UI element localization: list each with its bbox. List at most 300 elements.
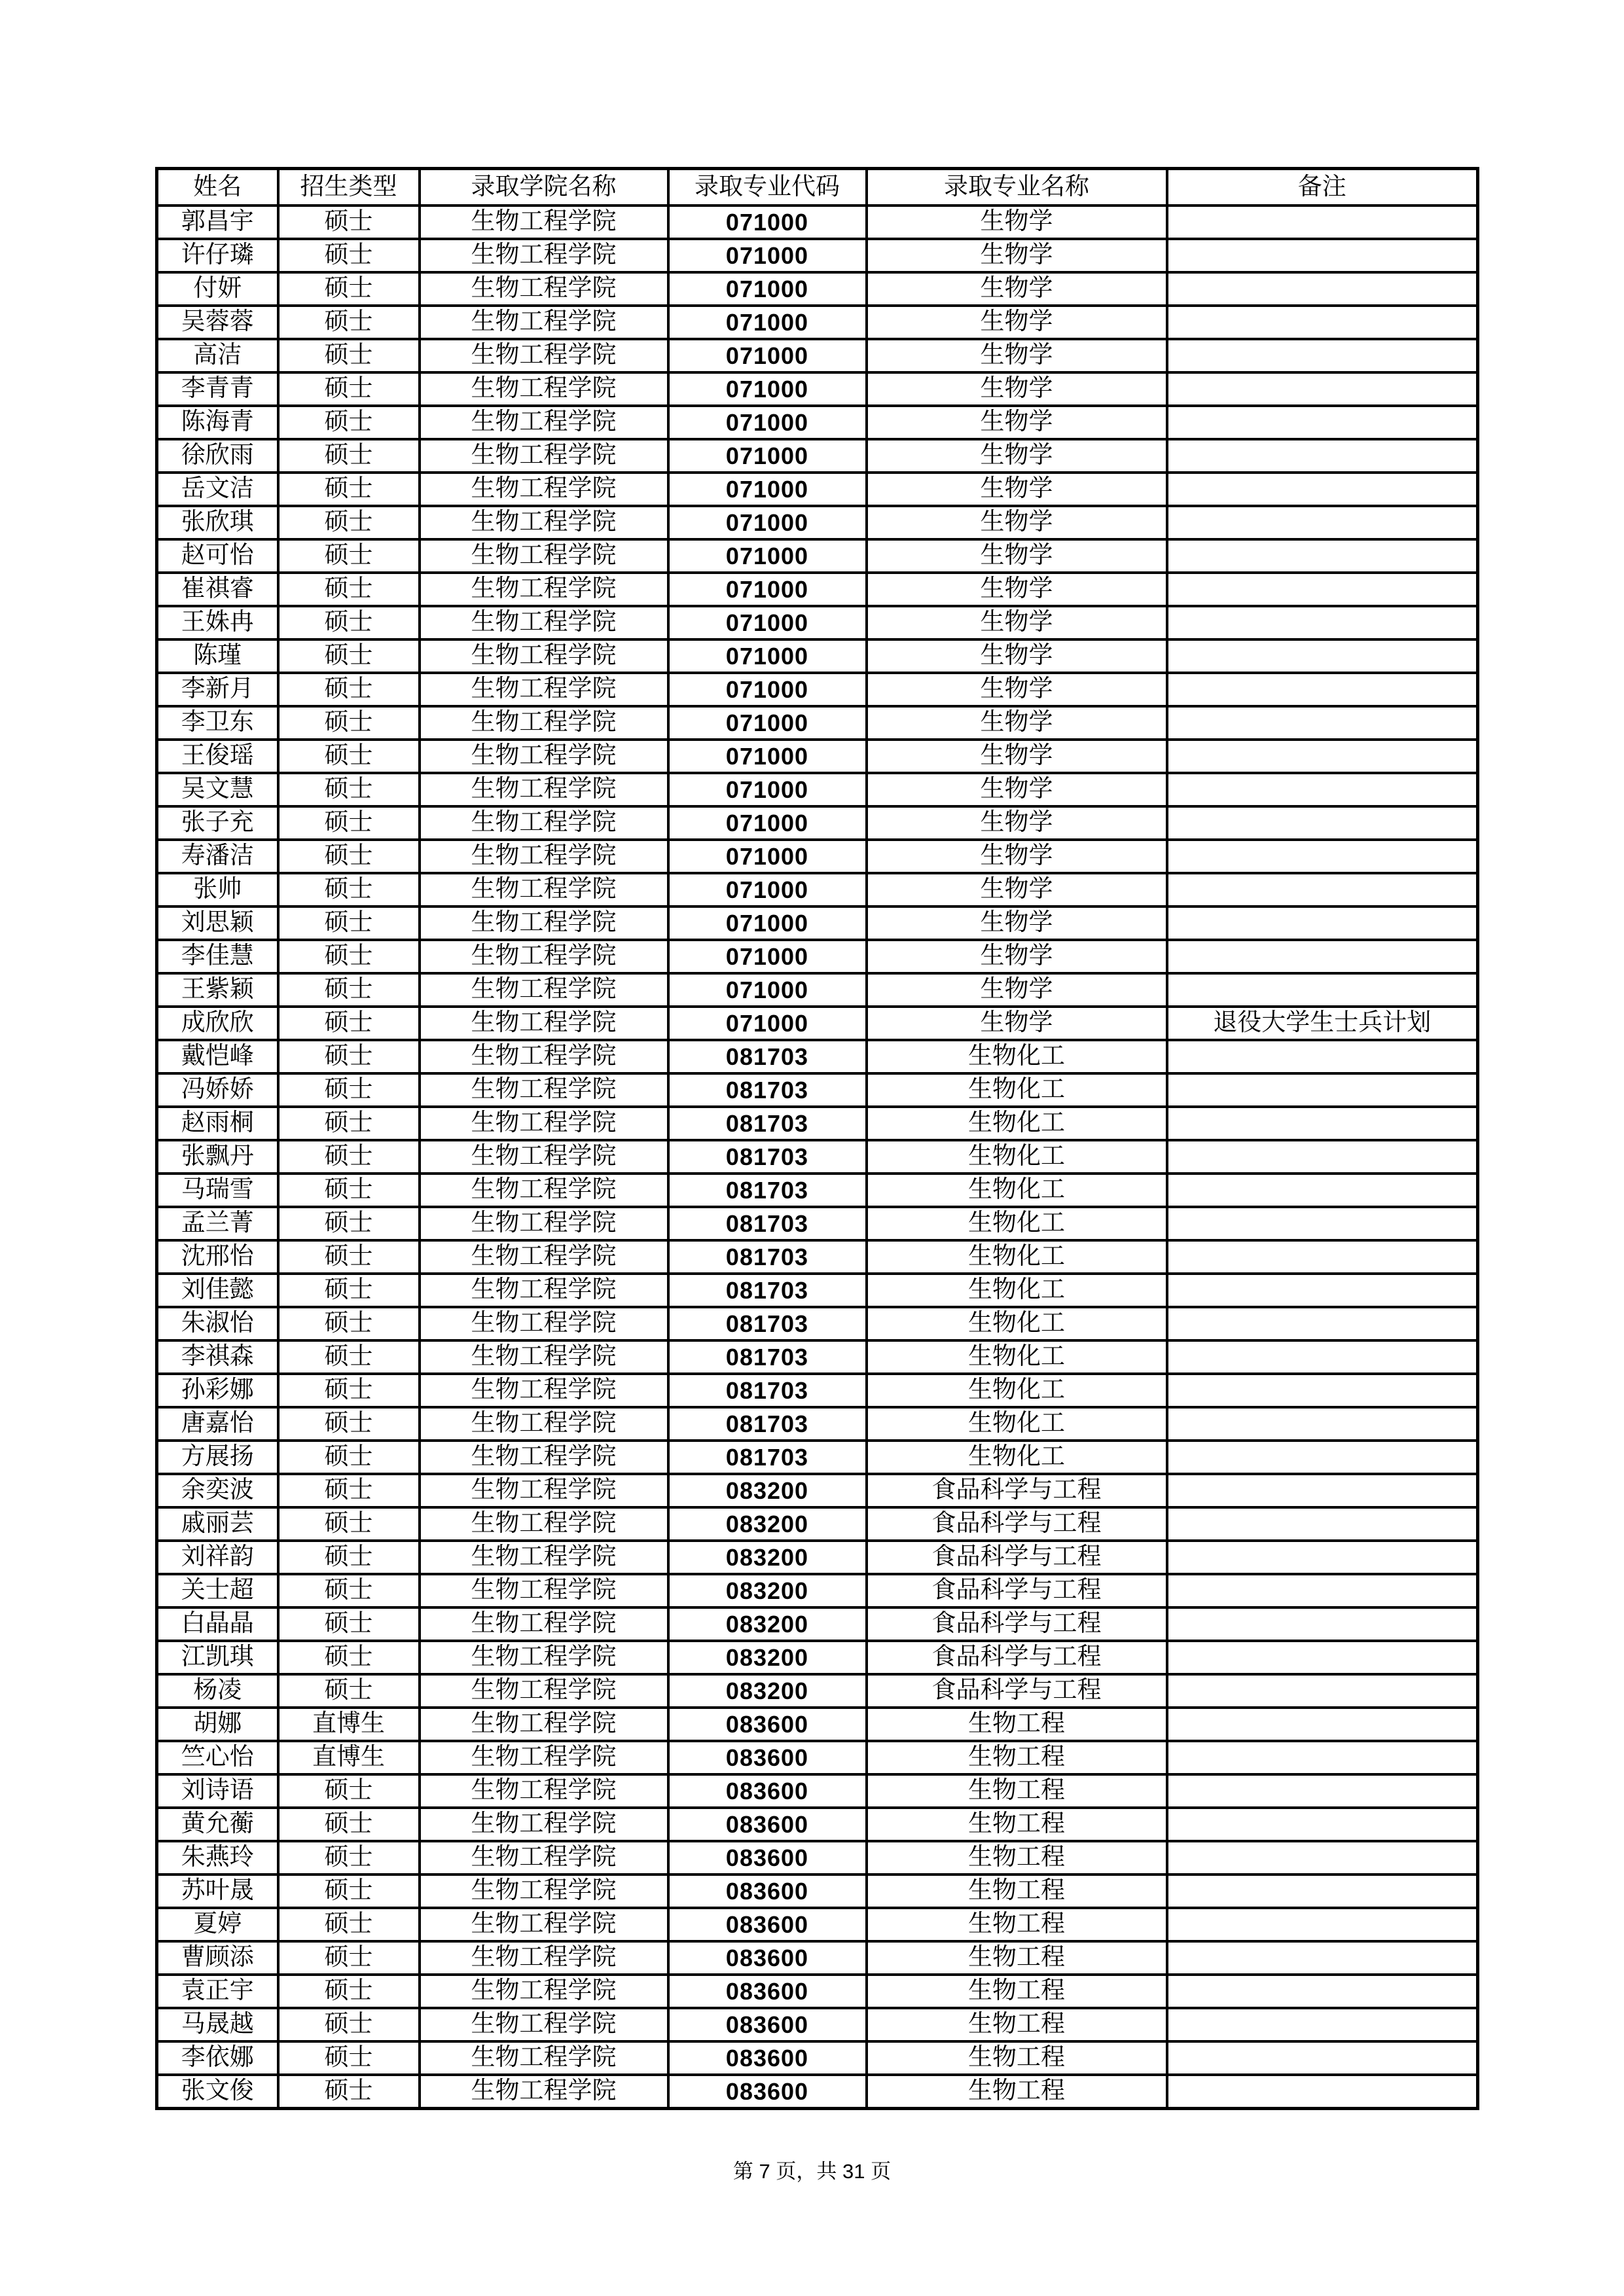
cell-major: 生物工程 [867,1941,1167,1975]
cell-remark [1167,1641,1478,1674]
cell-college: 生物工程学院 [420,439,668,473]
cell-major: 生物学 [867,306,1167,339]
cell-name: 黄允蘅 [157,1808,278,1841]
cell-major: 生物化工 [867,1174,1167,1207]
cell-code: 081703 [668,1240,867,1274]
cell-remark [1167,206,1478,239]
cell-remark [1167,1774,1478,1808]
table-row [157,1975,1478,2008]
cell-major: 食品科学与工程 [867,1641,1167,1674]
cell-type: 硕士 [278,1340,420,1374]
cell-name: 许仔璘 [157,239,278,272]
cell-code: 071000 [668,306,867,339]
cell-code: 081703 [668,1441,867,1474]
table-row [157,506,1478,539]
cell-type: 硕士 [278,1274,420,1307]
table-row [157,2075,1478,2109]
cell-major: 生物化工 [867,1274,1167,1307]
cell-code: 083200 [668,1574,867,1607]
cell-college: 生物工程学院 [420,2075,668,2109]
cell-name: 王俊瑶 [157,740,278,773]
cell-remark [1167,906,1478,940]
cell-code: 081703 [668,1207,867,1240]
cell-code: 081703 [668,1307,867,1340]
cell-remark [1167,1541,1478,1574]
cell-major: 生物学 [867,806,1167,840]
cell-code: 081703 [668,1174,867,1207]
cell-name: 孙彩娜 [157,1374,278,1407]
cell-major: 食品科学与工程 [867,1474,1167,1507]
cell-college: 生物工程学院 [420,740,668,773]
cell-type: 硕士 [278,773,420,806]
cell-remark [1167,1340,1478,1374]
cell-major: 生物学 [867,406,1167,439]
cell-type: 硕士 [278,1941,420,1975]
cell-college: 生物工程学院 [420,1841,668,1874]
cell-remark [1167,1975,1478,2008]
cell-remark [1167,1107,1478,1140]
cell-remark [1167,2008,1478,2041]
cell-remark [1167,1941,1478,1975]
table-row [157,1774,1478,1808]
cell-type: 硕士 [278,1374,420,1407]
cell-major: 生物化工 [867,1307,1167,1340]
cell-code: 083600 [668,1874,867,1908]
cell-code: 071000 [668,873,867,906]
cell-remark [1167,339,1478,372]
cell-remark [1167,1574,1478,1607]
table-row [157,1941,1478,1975]
table-row [157,1574,1478,1607]
cell-remark [1167,606,1478,639]
cell-code: 083600 [668,1841,867,1874]
cell-college: 生物工程学院 [420,1874,668,1908]
cell-type: 硕士 [278,439,420,473]
cell-code: 081703 [668,1073,867,1107]
cell-name: 陈瑾 [157,639,278,673]
table-row [157,439,1478,473]
cell-remark [1167,1808,1478,1841]
cell-type: 硕士 [278,206,420,239]
table-row [157,573,1478,606]
page-number: 第 7 页，共 31 页 [732,2160,892,2183]
table-row [157,1741,1478,1774]
cell-name: 张欣琪 [157,506,278,539]
cell-type: 硕士 [278,1674,420,1708]
cell-college: 生物工程学院 [420,1607,668,1641]
cell-code: 071000 [668,506,867,539]
cell-college: 生物工程学院 [420,573,668,606]
cell-college: 生物工程学院 [420,840,668,873]
cell-type: 硕士 [278,1507,420,1541]
col-header-major: 录取专业名称 [867,169,1167,206]
cell-name: 高洁 [157,339,278,372]
cell-type: 直博生 [278,1708,420,1741]
cell-remark [1167,573,1478,606]
cell-remark [1167,773,1478,806]
cell-type: 硕士 [278,706,420,740]
cell-college: 生物工程学院 [420,1574,668,1607]
cell-college: 生物工程学院 [420,1140,668,1174]
cell-type: 硕士 [278,539,420,573]
cell-major: 生物学 [867,840,1167,873]
cell-code: 071000 [668,473,867,506]
cell-college: 生物工程学院 [420,473,668,506]
cell-code: 071000 [668,606,867,639]
cell-name: 竺心怡 [157,1741,278,1774]
cell-name: 刘思颖 [157,906,278,940]
cell-type: 直博生 [278,1741,420,1774]
cell-type: 硕士 [278,1874,420,1908]
cell-remark [1167,1507,1478,1541]
cell-code: 083600 [668,1941,867,1975]
table-row [157,1174,1478,1207]
cell-college: 生物工程学院 [420,1808,668,1841]
table-row [157,1641,1478,1674]
table-row [157,1908,1478,1941]
cell-major: 生物化工 [867,1107,1167,1140]
cell-major: 生物工程 [867,1975,1167,2008]
cell-code: 071000 [668,773,867,806]
cell-major: 食品科学与工程 [867,1541,1167,1574]
cell-name: 李祺森 [157,1340,278,1374]
cell-type: 硕士 [278,1174,420,1207]
cell-type: 硕士 [278,873,420,906]
cell-name: 赵雨桐 [157,1107,278,1140]
cell-code: 083600 [668,2075,867,2109]
cell-major: 生物学 [867,639,1167,673]
cell-major: 生物学 [867,506,1167,539]
cell-major: 生物工程 [867,1874,1167,1908]
cell-major: 生物学 [867,606,1167,639]
cell-name: 马瑞雪 [157,1174,278,1207]
cell-remark [1167,673,1478,706]
cell-college: 生物工程学院 [420,1975,668,2008]
cell-code: 071000 [668,673,867,706]
cell-major: 生物工程 [867,1808,1167,1841]
cell-college: 生物工程学院 [420,1207,668,1240]
col-header-type: 招生类型 [278,169,420,206]
cell-major: 生物化工 [867,1140,1167,1174]
cell-name: 寿潘洁 [157,840,278,873]
cell-name: 岳文洁 [157,473,278,506]
cell-major: 生物化工 [867,1040,1167,1073]
cell-college: 生物工程学院 [420,806,668,840]
cell-major: 生物学 [867,740,1167,773]
cell-major: 生物化工 [867,1441,1167,1474]
cell-major: 生物学 [867,573,1167,606]
cell-college: 生物工程学院 [420,1073,668,1107]
cell-type: 硕士 [278,1207,420,1240]
cell-remark [1167,1841,1478,1874]
cell-type: 硕士 [278,673,420,706]
cell-code: 071000 [668,706,867,740]
cell-code: 071000 [668,740,867,773]
cell-major: 生物学 [867,906,1167,940]
cell-type: 硕士 [278,1140,420,1174]
table-row [157,206,1478,239]
table-row [157,1007,1478,1040]
cell-type: 硕士 [278,306,420,339]
table-row [157,1073,1478,1107]
cell-type: 硕士 [278,606,420,639]
cell-code: 081703 [668,1040,867,1073]
cell-name: 方展扬 [157,1441,278,1474]
table-row [157,1407,1478,1441]
cell-college: 生物工程学院 [420,1474,668,1507]
table-row [157,473,1478,506]
table-row [157,1240,1478,1274]
table-row [157,1808,1478,1841]
cell-remark [1167,1741,1478,1774]
cell-remark [1167,2075,1478,2109]
cell-major: 生物化工 [867,1340,1167,1374]
table-row [157,606,1478,639]
table-row [157,973,1478,1007]
cell-type: 硕士 [278,2041,420,2075]
cell-major: 生物化工 [867,1240,1167,1274]
cell-college: 生物工程学院 [420,1307,668,1340]
cell-remark [1167,1174,1478,1207]
cell-major: 生物工程 [867,1841,1167,1874]
cell-college: 生物工程学院 [420,406,668,439]
cell-major: 生物学 [867,873,1167,906]
table-body [157,206,1478,2109]
cell-name: 关士超 [157,1574,278,1607]
cell-remark [1167,272,1478,306]
cell-major: 生物学 [867,1007,1167,1040]
cell-type: 硕士 [278,372,420,406]
cell-code: 083600 [668,1908,867,1941]
cell-remark [1167,1207,1478,1240]
table-row [157,1140,1478,1174]
cell-type: 硕士 [278,1908,420,1941]
cell-college: 生物工程学院 [420,1040,668,1073]
cell-type: 硕士 [278,1541,420,1574]
cell-remark [1167,840,1478,873]
cell-name: 朱燕玲 [157,1841,278,1874]
cell-name: 王紫颖 [157,973,278,1007]
cell-code: 083600 [668,1741,867,1774]
table-row [157,1708,1478,1741]
cell-code: 081703 [668,1340,867,1374]
cell-name: 余奕波 [157,1474,278,1507]
cell-major: 生物化工 [867,1374,1167,1407]
cell-code: 071000 [668,806,867,840]
cell-name: 刘佳懿 [157,1274,278,1307]
cell-type: 硕士 [278,973,420,1007]
cell-code: 083600 [668,1975,867,2008]
cell-type: 硕士 [278,1073,420,1107]
table-row [157,906,1478,940]
cell-name: 江凯琪 [157,1641,278,1674]
cell-type: 硕士 [278,272,420,306]
cell-type: 硕士 [278,906,420,940]
cell-name: 唐嘉怡 [157,1407,278,1441]
cell-college: 生物工程学院 [420,506,668,539]
cell-college: 生物工程学院 [420,2041,668,2075]
cell-college: 生物工程学院 [420,940,668,973]
table-row [157,840,1478,873]
cell-code: 071000 [668,439,867,473]
cell-college: 生物工程学院 [420,372,668,406]
cell-major: 生物学 [867,706,1167,740]
cell-college: 生物工程学院 [420,1908,668,1941]
cell-remark [1167,372,1478,406]
cell-name: 吴文慧 [157,773,278,806]
cell-type: 硕士 [278,940,420,973]
cell-major: 生物学 [867,206,1167,239]
cell-name: 冯娇娇 [157,1073,278,1107]
cell-code: 071000 [668,206,867,239]
cell-major: 生物工程 [867,1908,1167,1941]
cell-name: 朱淑怡 [157,1307,278,1340]
cell-type: 硕士 [278,1574,420,1607]
cell-college: 生物工程学院 [420,539,668,573]
cell-name: 苏叶晟 [157,1874,278,1908]
cell-type: 硕士 [278,840,420,873]
cell-college: 生物工程学院 [420,1441,668,1474]
table-row [157,2008,1478,2041]
cell-major: 生物工程 [867,2008,1167,2041]
cell-name: 夏婷 [157,1908,278,1941]
cell-name: 戚丽芸 [157,1507,278,1541]
cell-code: 081703 [668,1107,867,1140]
admission-table [155,167,1479,2110]
cell-remark [1167,1274,1478,1307]
cell-code: 083200 [668,1674,867,1708]
cell-type: 硕士 [278,506,420,539]
cell-college: 生物工程学院 [420,339,668,372]
cell-major: 生物工程 [867,2041,1167,2075]
cell-type: 硕士 [278,1808,420,1841]
table-row [157,639,1478,673]
cell-code: 071000 [668,339,867,372]
cell-college: 生物工程学院 [420,1340,668,1374]
table-row [157,272,1478,306]
cell-code: 081703 [668,1407,867,1441]
cell-college: 生物工程学院 [420,1374,668,1407]
table-row [157,2041,1478,2075]
cell-name: 陈海青 [157,406,278,439]
cell-major: 生物学 [867,239,1167,272]
cell-college: 生物工程学院 [420,1541,668,1574]
cell-type: 硕士 [278,239,420,272]
cell-college: 生物工程学院 [420,272,668,306]
table-row [157,406,1478,439]
cell-code: 071000 [668,940,867,973]
cell-name: 吴蓉蓉 [157,306,278,339]
cell-remark [1167,806,1478,840]
cell-remark [1167,1474,1478,1507]
cell-code: 081703 [668,1274,867,1307]
cell-code: 071000 [668,239,867,272]
cell-type: 硕士 [278,1641,420,1674]
cell-type: 硕士 [278,1407,420,1441]
cell-name: 成欣欣 [157,1007,278,1040]
cell-type: 硕士 [278,1607,420,1641]
cell-name: 李青青 [157,372,278,406]
cell-remark [1167,940,1478,973]
cell-type: 硕士 [278,1774,420,1808]
cell-name: 曹顾添 [157,1941,278,1975]
cell-code: 081703 [668,1374,867,1407]
table-row [157,1841,1478,1874]
cell-name: 李佳慧 [157,940,278,973]
cell-code: 083200 [668,1541,867,1574]
table-row [157,773,1478,806]
cell-type: 硕士 [278,2008,420,2041]
cell-type: 硕士 [278,740,420,773]
cell-college: 生物工程学院 [420,206,668,239]
cell-code: 083200 [668,1474,867,1507]
cell-code: 083600 [668,2041,867,2075]
cell-name: 孟兰菁 [157,1207,278,1240]
table-row [157,940,1478,973]
cell-name: 刘祥韵 [157,1541,278,1574]
cell-college: 生物工程学院 [420,1674,668,1708]
cell-remark [1167,740,1478,773]
cell-name: 白晶晶 [157,1607,278,1641]
cell-major: 生物学 [867,773,1167,806]
cell-college: 生物工程学院 [420,1941,668,1975]
cell-name: 张文俊 [157,2075,278,2109]
table-row [157,1040,1478,1073]
cell-remark [1167,1407,1478,1441]
cell-college: 生物工程学院 [420,1174,668,1207]
cell-type: 硕士 [278,639,420,673]
cell-type: 硕士 [278,1441,420,1474]
cell-college: 生物工程学院 [420,1774,668,1808]
cell-remark [1167,1040,1478,1073]
cell-remark [1167,973,1478,1007]
cell-remark [1167,406,1478,439]
cell-major: 生物学 [867,673,1167,706]
cell-college: 生物工程学院 [420,239,668,272]
cell-remark [1167,1240,1478,1274]
cell-code: 071000 [668,573,867,606]
table-row [157,1207,1478,1240]
cell-major: 生物学 [867,539,1167,573]
cell-name: 郭昌宇 [157,206,278,239]
cell-major: 食品科学与工程 [867,1507,1167,1541]
cell-type: 硕士 [278,2075,420,2109]
col-header-remark: 备注 [1167,169,1478,206]
table-row [157,806,1478,840]
cell-name: 崔祺睿 [157,573,278,606]
table-row [157,1374,1478,1407]
cell-code: 081703 [668,1140,867,1174]
cell-code: 083600 [668,2008,867,2041]
cell-remark [1167,239,1478,272]
table-row [157,1474,1478,1507]
cell-college: 生物工程学院 [420,1240,668,1274]
cell-remark [1167,1307,1478,1340]
cell-code: 071000 [668,840,867,873]
table-row [157,740,1478,773]
cell-remark [1167,1140,1478,1174]
table-row [157,706,1478,740]
table-row [157,1541,1478,1574]
cell-remark [1167,706,1478,740]
cell-code: 071000 [668,639,867,673]
cell-code: 071000 [668,906,867,940]
cell-name: 付妍 [157,272,278,306]
cell-remark [1167,439,1478,473]
cell-code: 083600 [668,1774,867,1808]
cell-code: 083600 [668,1708,867,1741]
cell-college: 生物工程学院 [420,906,668,940]
